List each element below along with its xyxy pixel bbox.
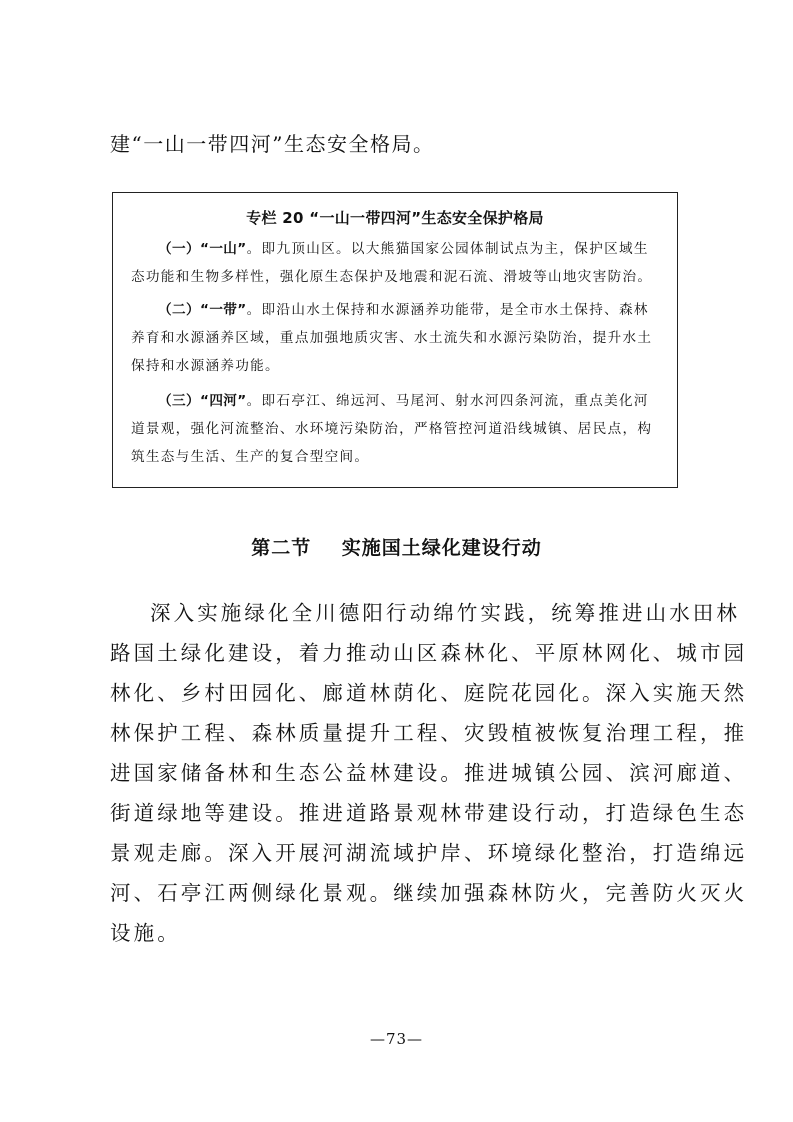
body-line-1: 深入实施绿化全川德阳行动绵竹实践，统筹推进山水田林 xyxy=(150,601,740,625)
box-title: 专栏 20 “一山一带四河”生态安全保护格局 xyxy=(246,209,544,227)
section-heading xyxy=(0,533,793,560)
box-item-3-line-2: 道景观，强化河流整治、水环境污染防治，严格管控河道沿线城镇、居民点，构 xyxy=(131,421,653,437)
body-line-3: 林化、乡村田园化、廊道林荫化、庭院花园化。深入实施天然 xyxy=(110,681,748,705)
box-item-2-line-2: 养育和水源涵养区域，重点加强地质灾害、水土流失和水源污染防治，提升水土 xyxy=(131,330,653,346)
box-item-2-line-1: （二）“一带”。即沿山水土保持和水源涵养功能带，是全市水土保持、森林 xyxy=(158,302,649,318)
section-title: 实施国土绿化建设行动 xyxy=(341,537,542,559)
section-number: 第二节 xyxy=(251,537,312,559)
box-item-1-line-2: 态功能和生物多样性，强化原生态保护及地震和泥石流、滑坡等山地灾害防治。 xyxy=(131,269,653,285)
box-item-1-line-1: （一）“一山”。即九顶山区。以大熊猫国家公园体制试点为主，保护区域生 xyxy=(158,241,649,257)
body-line-4: 林保护工程、森林质量提升工程、灾毁植被恢复治理工程，推 xyxy=(110,721,748,745)
box-item-3-line-1: （三）“四河”。即石亭江、绵远河、马尾河、射水河四条河流，重点美化河 xyxy=(158,393,649,409)
body-line-8: 河、石亭江两侧绿化景观。继续加强森林防火，完善防火灭火 xyxy=(110,881,748,905)
body-line-6: 街道绿地等建设。推进道路景观林带建设行动，打造绿色生态 xyxy=(110,801,748,825)
body-line-9: 设施。 xyxy=(110,921,181,945)
box-item-3-line-3: 筑生态与生活、生产的复合型空间。 xyxy=(131,449,370,465)
special-column-box xyxy=(112,192,678,488)
page-number: —73— xyxy=(369,1030,424,1048)
box-item-2-line-3: 保持和水源涵养功能。 xyxy=(131,358,280,374)
box-item-3-label: （三）“四河” xyxy=(158,393,247,409)
box-item-1-label: （一）“一山” xyxy=(158,241,247,257)
body-line-2: 路国土绿化建设，着力推动山区森林化、平原林网化、城市园 xyxy=(110,641,748,665)
body-line-7: 景观走廊。深入开展河湖流域护岸、环境绿化整治，打造绵远 xyxy=(110,841,748,865)
intro-line: 建“一山一带四河”生态安全格局。 xyxy=(110,132,435,156)
box-item-2-label: （二）“一带” xyxy=(158,302,247,318)
body-line-5: 进国家储备林和生态公益林建设。推进城镇公园、滨河廊道、 xyxy=(110,761,748,785)
